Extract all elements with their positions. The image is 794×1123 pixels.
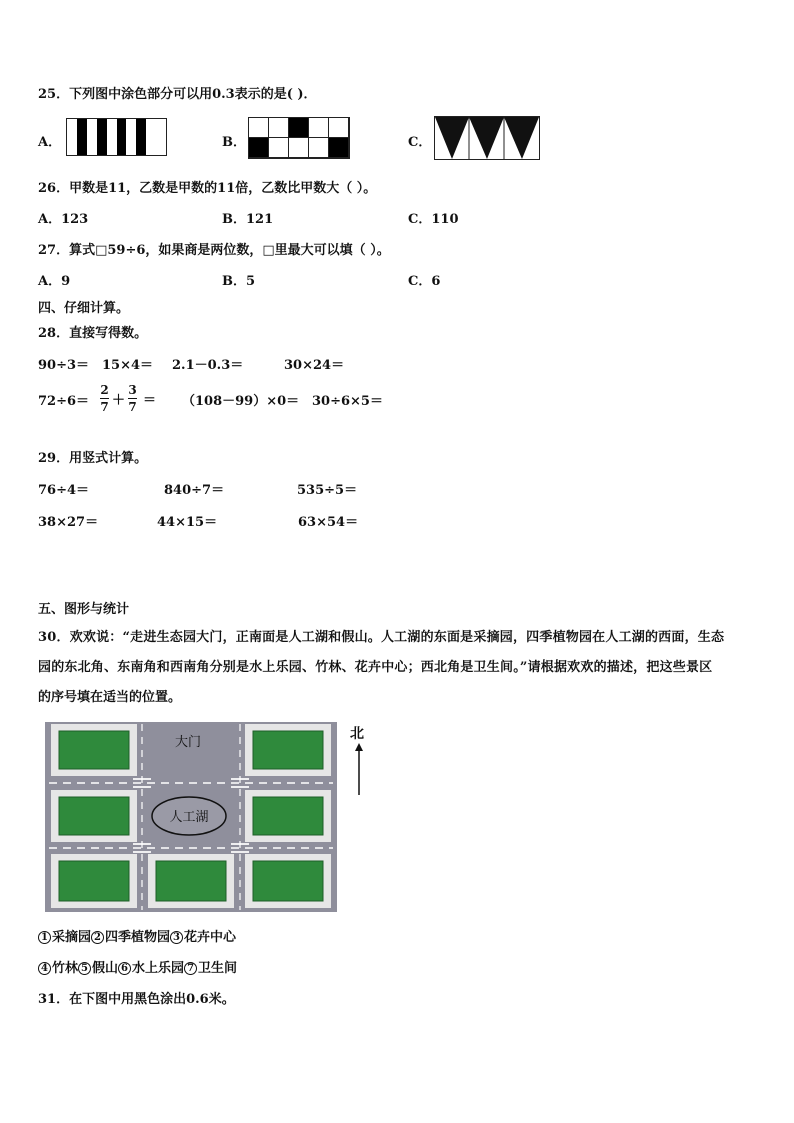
calc-29-6: 63×54＝ <box>298 515 359 530</box>
legend-item-3: 3 花卉中心 <box>170 930 236 945</box>
fraction-2-7: $\frac{2}{7}$ <box>100 382 109 414</box>
option-25-a-label: A． <box>38 135 62 150</box>
gate-label: 大门 <box>174 735 202 750</box>
section-5-heading: 五、图形与统计 <box>38 602 130 617</box>
block-southeast <box>245 854 331 908</box>
north-arrow-icon <box>348 743 370 797</box>
legend-row-1 <box>38 926 236 945</box>
calc-29-5: 44×15＝ <box>157 515 218 530</box>
option-25-b-figure <box>248 117 350 159</box>
question-30-line-1: 30．欢欢说：“走进生态园大门，正南面是人工湖和假山。人工湖的东面是采摘园，四季植物园在人工湖的西面，生态 <box>38 630 725 645</box>
block-south <box>148 854 234 908</box>
block-southwest <box>51 854 137 908</box>
option-27-c: C．6 <box>408 274 441 289</box>
section-4-heading: 四、仔细计算。 <box>38 301 130 316</box>
park-map <box>45 722 337 912</box>
north-indicator <box>348 723 370 801</box>
question-30-line-2: 园的东北角、东南角和西南角分别是水上乐园、竹林、花卉中心；西北角是卫生间。”请根据欢欢的描述，把这些景区 <box>38 660 713 675</box>
legend-item-7: 7 卫生间 <box>184 961 237 976</box>
option-26-c: C．110 <box>408 212 459 227</box>
calc-28-1: 90÷3＝ <box>38 358 90 373</box>
calc-28-7: （108－99）×0＝ <box>182 394 300 409</box>
calc-28-6: $\frac{2}{7}$ ＋ $\frac{3}{7}$ ＝ <box>100 382 157 414</box>
option-27-b: B．5 <box>222 274 256 289</box>
legend-item-4: 4 竹林 <box>38 961 78 976</box>
calc-29-2: 840÷7＝ <box>164 483 225 498</box>
question-30-line-3: 的序号填在适当的位置。 <box>38 690 182 705</box>
option-25-a-figure <box>66 118 167 156</box>
question-29: 29．用竖式计算。 <box>38 451 148 466</box>
north-label: 北 <box>350 726 364 742</box>
option-27-a: A．9 <box>38 274 71 289</box>
question-25: 25．下列图中涂色部分可以用0.3表示的是( )． <box>38 87 317 102</box>
legend-item-1: 1 采摘园 <box>38 930 91 945</box>
question-28: 28．直接写得数。 <box>38 326 148 341</box>
legend-item-2: 2 四季植物园 <box>91 930 170 945</box>
legend-item-6: 6 水上乐园 <box>118 961 184 976</box>
legend-item-5: 5 假山 <box>78 961 118 976</box>
option-25-c-label: C． <box>408 135 432 150</box>
block-northwest <box>51 724 137 776</box>
lake-label: 人工湖 <box>169 810 209 825</box>
question-27: 27．算式□59÷6，如果商是两位数，□里最大可以填（ ）。 <box>38 243 390 258</box>
calc-28-3: 2.1－0.3＝ <box>172 358 244 373</box>
block-east <box>245 790 331 842</box>
calc-29-3: 535÷5＝ <box>297 483 358 498</box>
fraction-3-7: $\frac{3}{7}$ <box>128 382 137 414</box>
calc-29-4: 38×27＝ <box>38 515 99 530</box>
calc-28-4: 30×24＝ <box>284 358 345 373</box>
calc-29-1: 76÷4＝ <box>38 483 90 498</box>
question-31: 31．在下图中用黑色涂出0.6米。 <box>38 992 235 1007</box>
calc-28-8: 30÷6×5＝ <box>312 394 383 409</box>
block-northeast <box>245 724 331 776</box>
option-25-c-figure <box>434 116 540 160</box>
option-26-b: B．121 <box>222 212 274 227</box>
block-west <box>51 790 137 842</box>
option-26-a: A．123 <box>38 212 89 227</box>
calc-28-2: 15×4＝ <box>102 358 154 373</box>
option-25-b-label: B． <box>222 135 246 150</box>
calc-28-5: 72÷6＝ <box>38 394 90 409</box>
legend-row-2 <box>38 957 237 976</box>
question-26: 26．甲数是11，乙数是甲数的11倍，乙数比甲数大（ ）。 <box>38 181 377 196</box>
